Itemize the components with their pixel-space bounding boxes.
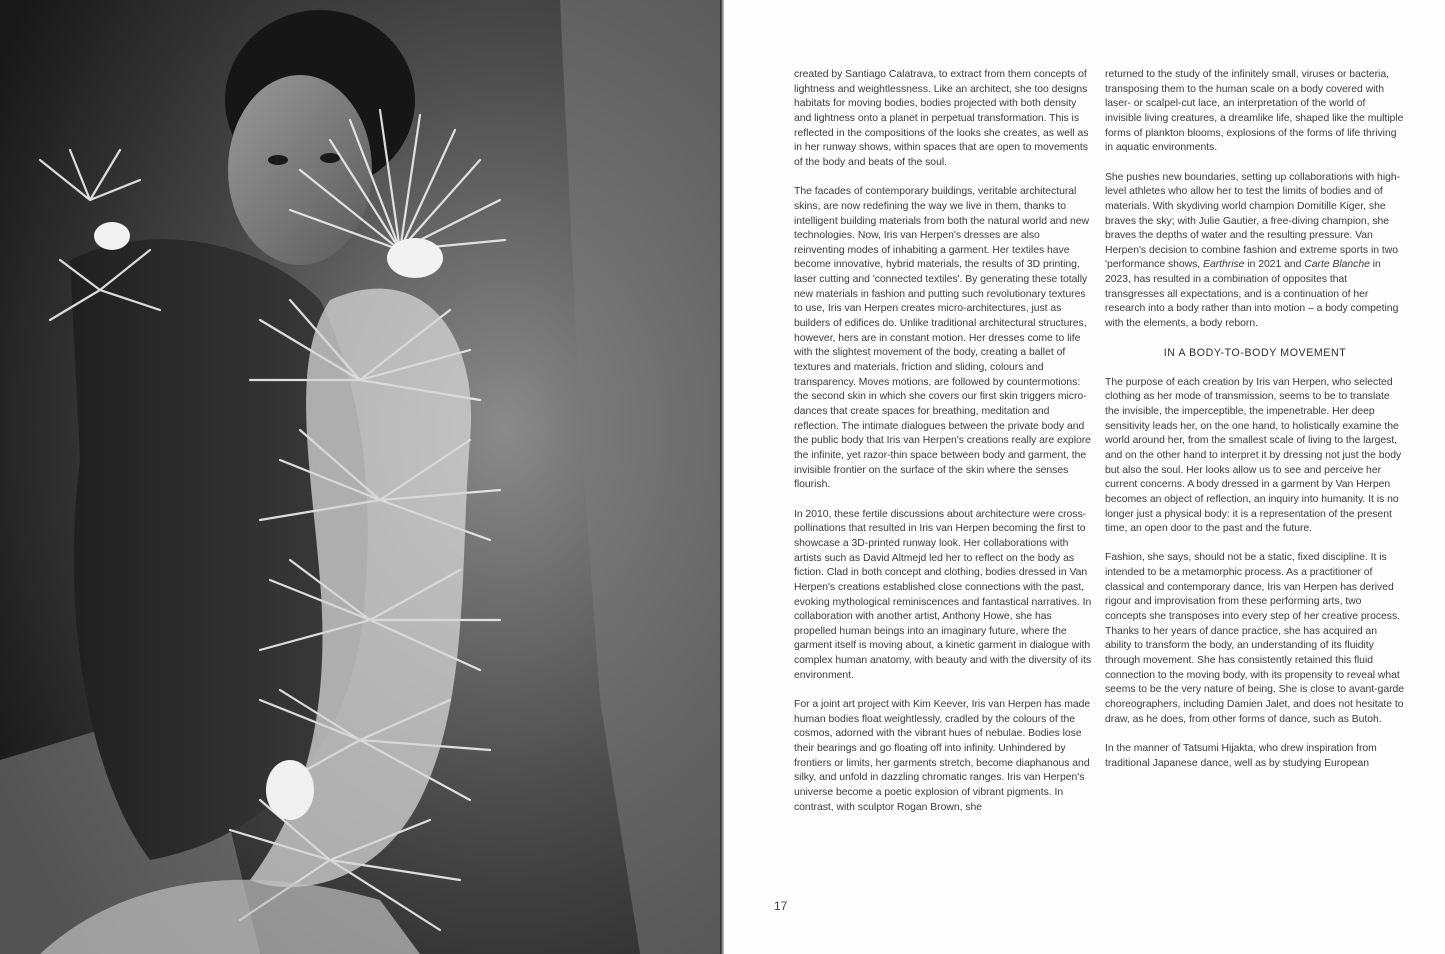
page-number: 17 <box>774 899 788 913</box>
fashion-photograph <box>0 0 722 954</box>
paragraph: In 2010, these fertile discussions about architecture were cross-pollinations that resulted in Iris van Herpen becoming the first to showcase a 3D-printed runway look. Her collaborations with artists such as David Altmejd led her to reflect on the body as fiction. Clad in both concept and clothing, bodies dressed in Van Herpen's creations established close connections with the past, evoking mythological reminiscences and fantastical narratives. In collaboration with another artist, Anthony Howe, she has propelled human beings into an imaginary future, where the garment itself is moving about, a kinetic garment in dialogue with complex human anatomy, with beauty and with the diversity of its environment. <box>794 508 1092 681</box>
paragraph: Fashion, she says, should not be a static, fixed discipline. It is intended to be a metamorphic process. As a practitioner of classical and contemporary dance, Iris van Herpen has derived rigour and improvisation from these performing arts, two concepts she transposes into every step of her creative process. Thanks to her years of dance practice, she has acquired an ability to transform the body, an understanding of its fluidity through movement. She has consistently retained this fluid connection to the moving body, with its propensity to reveal what seems to be the very nature of being. She is close to avant-garde choreographers, including Damien Jalet, and does not hesitate to draw, as he does, from other forms of dance, such as Butoh. <box>1105 552 1405 725</box>
paragraph: returned to the study of the infinitely small, viruses or bacteria, transposing them to the human scale on a body covered with laser- or scalpel-cut lace, an interpretation of the world of invisible living creatures, a dreamlike life, shaped like the multiple forms of plankton blooms, explosions of the forms of life thriving in aquatic environments. <box>1105 69 1404 154</box>
italic-title-earthrise: Earthrise <box>1203 259 1245 271</box>
paragraph: In the manner of Tatsumi Hijakta, who drew inspiration from traditional Japanese dance, well as by studying European <box>1105 742 1377 769</box>
photo-illustration <box>0 0 722 954</box>
section-heading: IN A BODY-TO-BODY MOVEMENT <box>1163 347 1347 360</box>
paragraph: created by Santiago Calatrava, to extract from them concepts of lightness and weightlessness. Like an architect, she too designs habitats for moving bodies, bodies projected with both density and lightness onto a planet in perpetual transformation. This is reflected in the compositions of the looks she creates, as well as in her runway shows, within spaces that are open to movements of the body and beats of the soul. <box>794 69 1089 168</box>
paragraph-text: in 2021 and <box>1244 259 1305 271</box>
left-text-column <box>794 68 1092 815</box>
right-text-column <box>1105 68 1405 771</box>
paragraph: For a joint art project with Kim Keever, Iris van Herpen has made human bodies float weightlessly, cradled by the colours of the cosmos, adorned with the vibrant hues of nebulae. Bodies lose their bearings and go floating off into infinity. Unhindered by frontiers or limits, her garments stretch, become diaphanous and silky, and unfold in dazzling chromatic ranges. Iris van Herpen's universe become a poetic explosion of vibrant pigments. In contrast, with sculptor Rogan Brown, she <box>794 699 1091 813</box>
paragraph: The facades of contemporary buildings, veritable architectural skins, are now redefining the way we live in them, thanks to intelligent building materials from both the natural world and new technologies. Now, Iris van Herpen's dresses are also reinventing modes of inhabiting a garment. Her textiles have become innovative, hybrid materials, the results of 3D printing, laser cutting and 'connected textiles'. By generating these totally new materials in fashion and putting such revolutionary textures to use, Iris van Herpen creates micro-architectures, just as builders of edifices do. Unlike traditional architectural structures, however, hers are in constant motion. Her dresses come to life with the slightest movement of the body, creating a ballet of textures and materials, friction and sliding, colours and transparency. Moves motions, are followed by countermotions: the second skin in which she covers our first skin triggers micro-dances that create spaces for breathing, meditation and reflection. The intimate dialogues between the private body and the public body that Iris van Herpen's creations really are explore the infinite, yet razor-thin space between body and garment, the invisible frontier on the surface of the skin where the senses flourish. <box>794 186 1091 491</box>
text-page <box>724 0 1445 954</box>
paragraph-text: She pushes new boundaries, setting up collaborations with high-level athletes who allow her to test the limits of bodies and of materials. With skydiving world champion Domitille Kiger, she braves the sky; with Julie Gautier, a free-diving champion, she braves the depths of water and the resulting pressure. Van Herpen's decision to combine fashion and extreme sports in two 'performance shows, <box>1105 171 1401 271</box>
paragraph: The purpose of each creation by Iris van Herpen, who selected clothing as her mode of transmission, seems to be to translate the invisible, the imperceptible, the impenetrable. Her deep sensitivity leads her, on the one hand, to holistically examine the world around her, from the smallest scale of living to the largest, and on the other hand to interpret it by dressing not just the body but also the soul. Her looks allow us to see and perceive her current concerns. A body dressed in a garment by Van Herpen becomes an object of reflection, an inquiry into humanity. It is no longer just a physical body: it is a representation of the present time, an open door to the past and the future. <box>1105 376 1402 535</box>
paragraph <box>1105 171 1405 332</box>
paragraph-text: in 2023, has resulted in a combination of opposites that transgresses all expectations, and is a continuation of her research into a body rather than into motion – a body competing with the elements, a body reborn. <box>1105 259 1399 330</box>
italic-title-carte-blanche: Carte Blanche <box>1304 259 1370 271</box>
